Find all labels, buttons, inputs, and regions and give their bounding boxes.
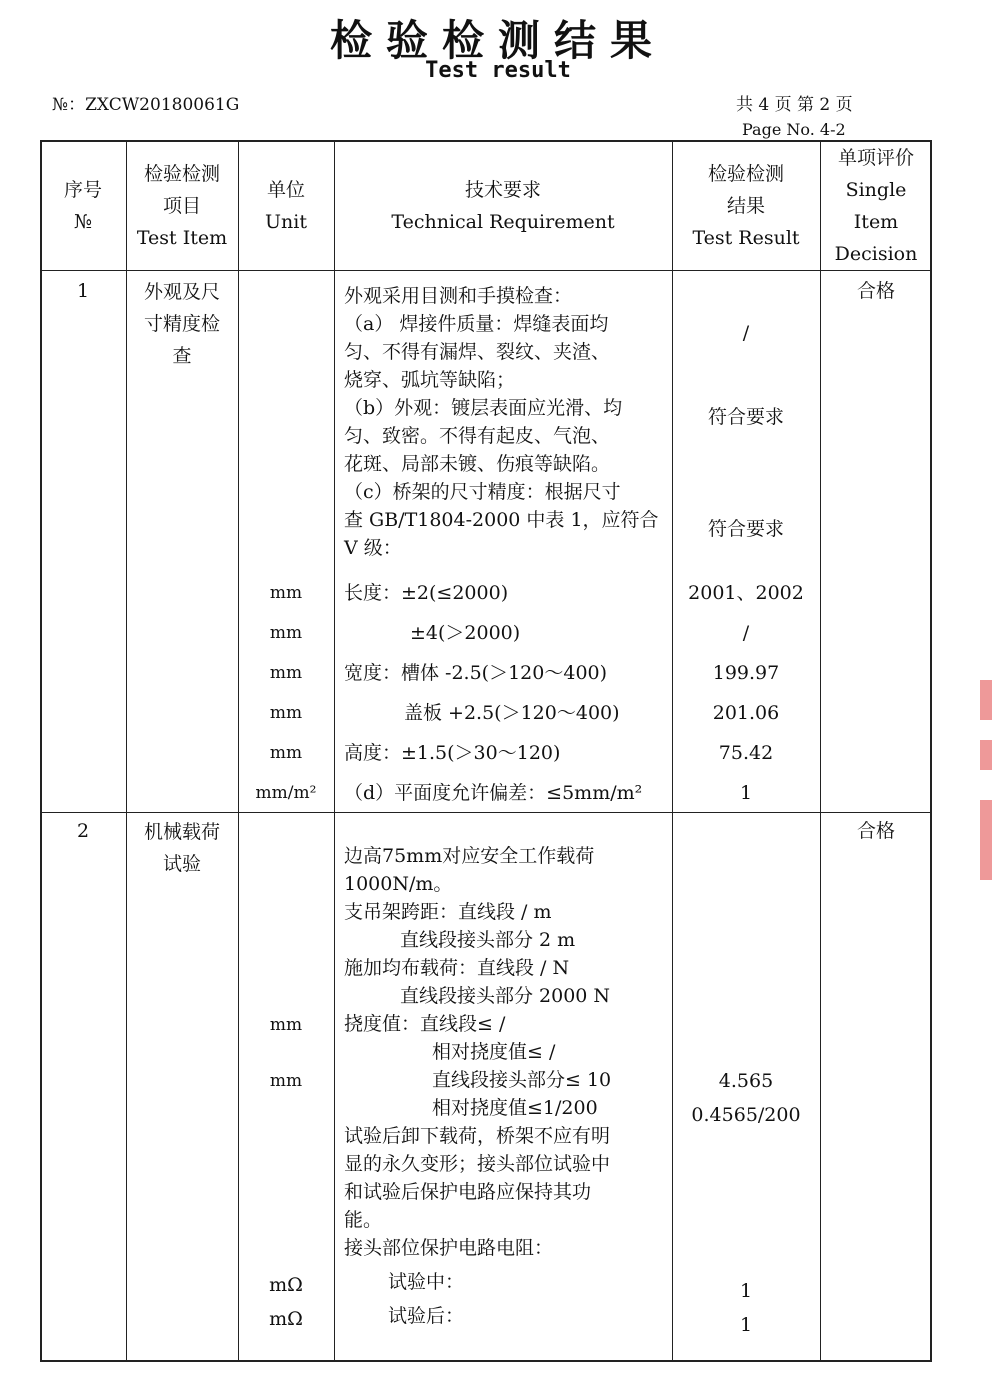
row2-result: 1 [739, 1314, 753, 1336]
row1-measure-result: 1 [739, 782, 753, 804]
row2-result: 1 [739, 1280, 753, 1302]
page-title: 检验检测结果 [329, 16, 666, 65]
row1-result-c: 符合要求 [707, 518, 784, 540]
header-test-item: 检验检测 项目 Test Item [136, 163, 228, 249]
seal-fragment [980, 800, 992, 880]
row2-unit: mΩ [269, 1274, 303, 1296]
header-test-result: 检验检测 结果 Test Result [692, 163, 800, 249]
row1-measure-req: 高度：±1.5(＞30～120) [344, 742, 561, 764]
row2-result: 4.565 [718, 1070, 774, 1092]
row1-unit: mm [269, 583, 303, 603]
row2-item: 机械载荷 试验 [143, 821, 220, 875]
row2-decision: 合格 [856, 820, 895, 842]
row1-measure-result: 201.06 [712, 702, 780, 724]
header-unit: 单位 Unit [265, 179, 307, 233]
header-decision: 单项评价 Single Item Decision [834, 147, 918, 265]
row1-decision: 合格 [856, 280, 895, 302]
row1-item: 外观及尺 寸精度检 查 [143, 281, 220, 367]
row2-requirement: 边高75mm对应安全工作载荷 1000N/m。 支吊架跨距：直线段 / m 直线段接头部分 2 m 施加均布载荷：直线段 / N 直线段接头部分 2000 N 挠度值：直线段≤ / 相对挠度值≤ / 直线段接头部分≤ 10 相对挠度值≤1/200 试验后卸下载荷，桥架不应有明 显的永久变形；接头部位试验中 和试验后保护电路应保持其功 能。 接头部位保护电路电阻： 试验中： 试验后： [344, 845, 612, 1327]
header-no: 序号 № [63, 179, 102, 233]
table-divider [820, 140, 821, 1362]
row1-measure-req: 盖板 +2.5(＞120～400) [404, 702, 620, 724]
page-subtitle: Test result [425, 58, 571, 83]
row1-measure-result: 75.42 [718, 742, 774, 764]
row1-requirement: 外观采用目测和手摸检查： （a） 焊接件质量：焊缝表面均 匀、不得有漏焊、裂纹、夹渣、 烧穿、弧坑等缺陷； （b）外观：镀层表面应光滑、均 匀、致密。不得有起皮、气泡、 花斑、局部未镀、伤痕等缺陷。 （c）桥架的尺寸精度：根据尺寸 查 GB/T1804-2000 中表 1，应符合 V 级： [344, 285, 659, 559]
row1-measure-result: 2001、2002 [688, 582, 804, 604]
row1-measure-req: （d）平面度允许偏差：≤5mm/m² [344, 782, 643, 804]
seal-fragment [980, 740, 992, 770]
row2-unit: mΩ [269, 1308, 303, 1330]
row2-no: 2 [76, 820, 90, 842]
row1-unit: mm [269, 623, 303, 643]
row1-unit: mm [269, 703, 303, 723]
row1-result-a: / [742, 322, 750, 344]
row1-measure-result: / [742, 622, 750, 644]
row1-unit: mm [269, 743, 303, 763]
page-count-en: Page No. 4-2 [742, 120, 846, 139]
row2-unit: mm [269, 1015, 303, 1035]
row1-measure-req: 宽度：槽体 -2.5(＞120～400) [344, 662, 608, 684]
page-count-cn: 共 4 页 第 2 页 [736, 95, 853, 115]
row1-measure-result: 199.97 [712, 662, 780, 684]
row1-unit: mm/m² [255, 783, 317, 803]
report-number: №：ZXCW20180061G [52, 95, 240, 115]
table-divider [40, 270, 932, 271]
row1-unit: mm [269, 663, 303, 683]
row1-result-b: 符合要求 [707, 406, 784, 428]
row1-measure-req: 长度：±2(≤2000) [344, 582, 509, 604]
row1-measure-req: ±4(＞2000) [410, 622, 521, 644]
row2-unit: mm [269, 1071, 303, 1091]
table-divider [334, 140, 335, 1362]
seal-fragment [980, 680, 992, 720]
row2-result: 0.4565/200 [691, 1104, 801, 1126]
row1-no: 1 [76, 280, 90, 302]
header-technical-requirement: 技术要求 Technical Requirement [391, 179, 615, 233]
table-divider [40, 812, 932, 813]
